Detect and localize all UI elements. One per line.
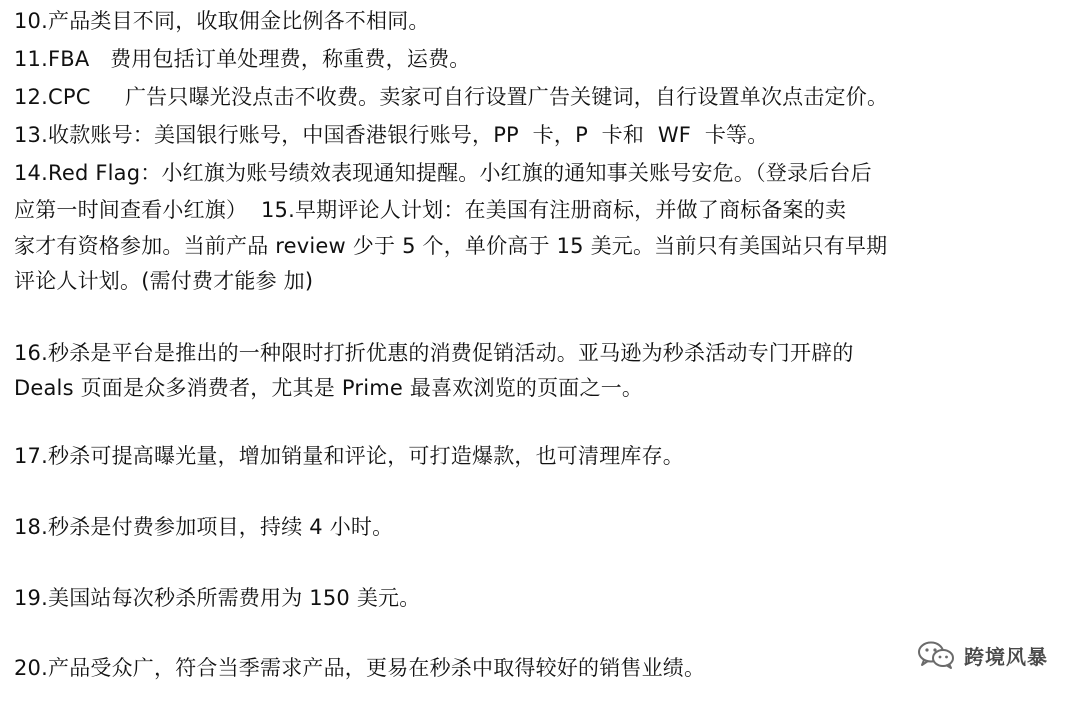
text-line-17: 17.秒杀可提高曝光量，增加销量和评论，可打造爆款，也可清理库存。 <box>14 444 684 468</box>
wechat-icon <box>916 640 956 670</box>
text-line-16: 16.秒杀是平台是推出的一种限时打折优惠的消费促销活动。亚马逊为秒杀活动专门开辟的 <box>14 341 854 365</box>
text-line-14: 14.Red Flag：小红旗为账号绩效表现通知提醒。小红旗的通知事关账号安危。（登录后台后 <box>14 161 872 185</box>
text-line-20: 20.产品受众广，符合当季需求产品，更易在秒杀中取得较好的销售业绩。 <box>14 656 706 680</box>
text-line-15-cont-c: 评论人计划。(需付费才能参 加) <box>14 269 314 293</box>
watermark <box>916 640 1048 670</box>
text-line-11: 11.FBA 费用包括订单处理费，称重费，运费。 <box>14 47 471 71</box>
text-line-16-cont: Deals 页面是众多消费者，尤其是 Prime 最喜欢浏览的页面之一。 <box>14 376 644 400</box>
text-line-19: 19.美国站每次秒杀所需费用为 150 美元。 <box>14 586 421 610</box>
text-line-18: 18.秒杀是付费参加项目，持续 4 小时。 <box>14 515 394 539</box>
text-line-10: 10.产品类目不同，收取佣金比例各不相同。 <box>14 9 430 33</box>
text-line-12: 12.CPC 广告只曝光没点击不收费。卖家可自行设置广告关键词，自行设置单次点击定价。 <box>14 85 889 109</box>
text-line-14-cont-a: 应第一时间查看小红旗） 15.早期评论人计划：在美国有注册商标，并做了商标备案的卖 <box>14 198 847 222</box>
watermark-text: 跨境风暴 <box>964 644 1048 669</box>
text-line-15-cont-b: 家才有资格参加。当前产品 review 少于 5 个，单价高于 15 美元。当前只有美国站只有早期 <box>14 234 888 258</box>
text-line-13: 13.收款账号：美国银行账号，中国香港银行账号，PP 卡，P 卡和 WF 卡等。 <box>14 123 769 147</box>
